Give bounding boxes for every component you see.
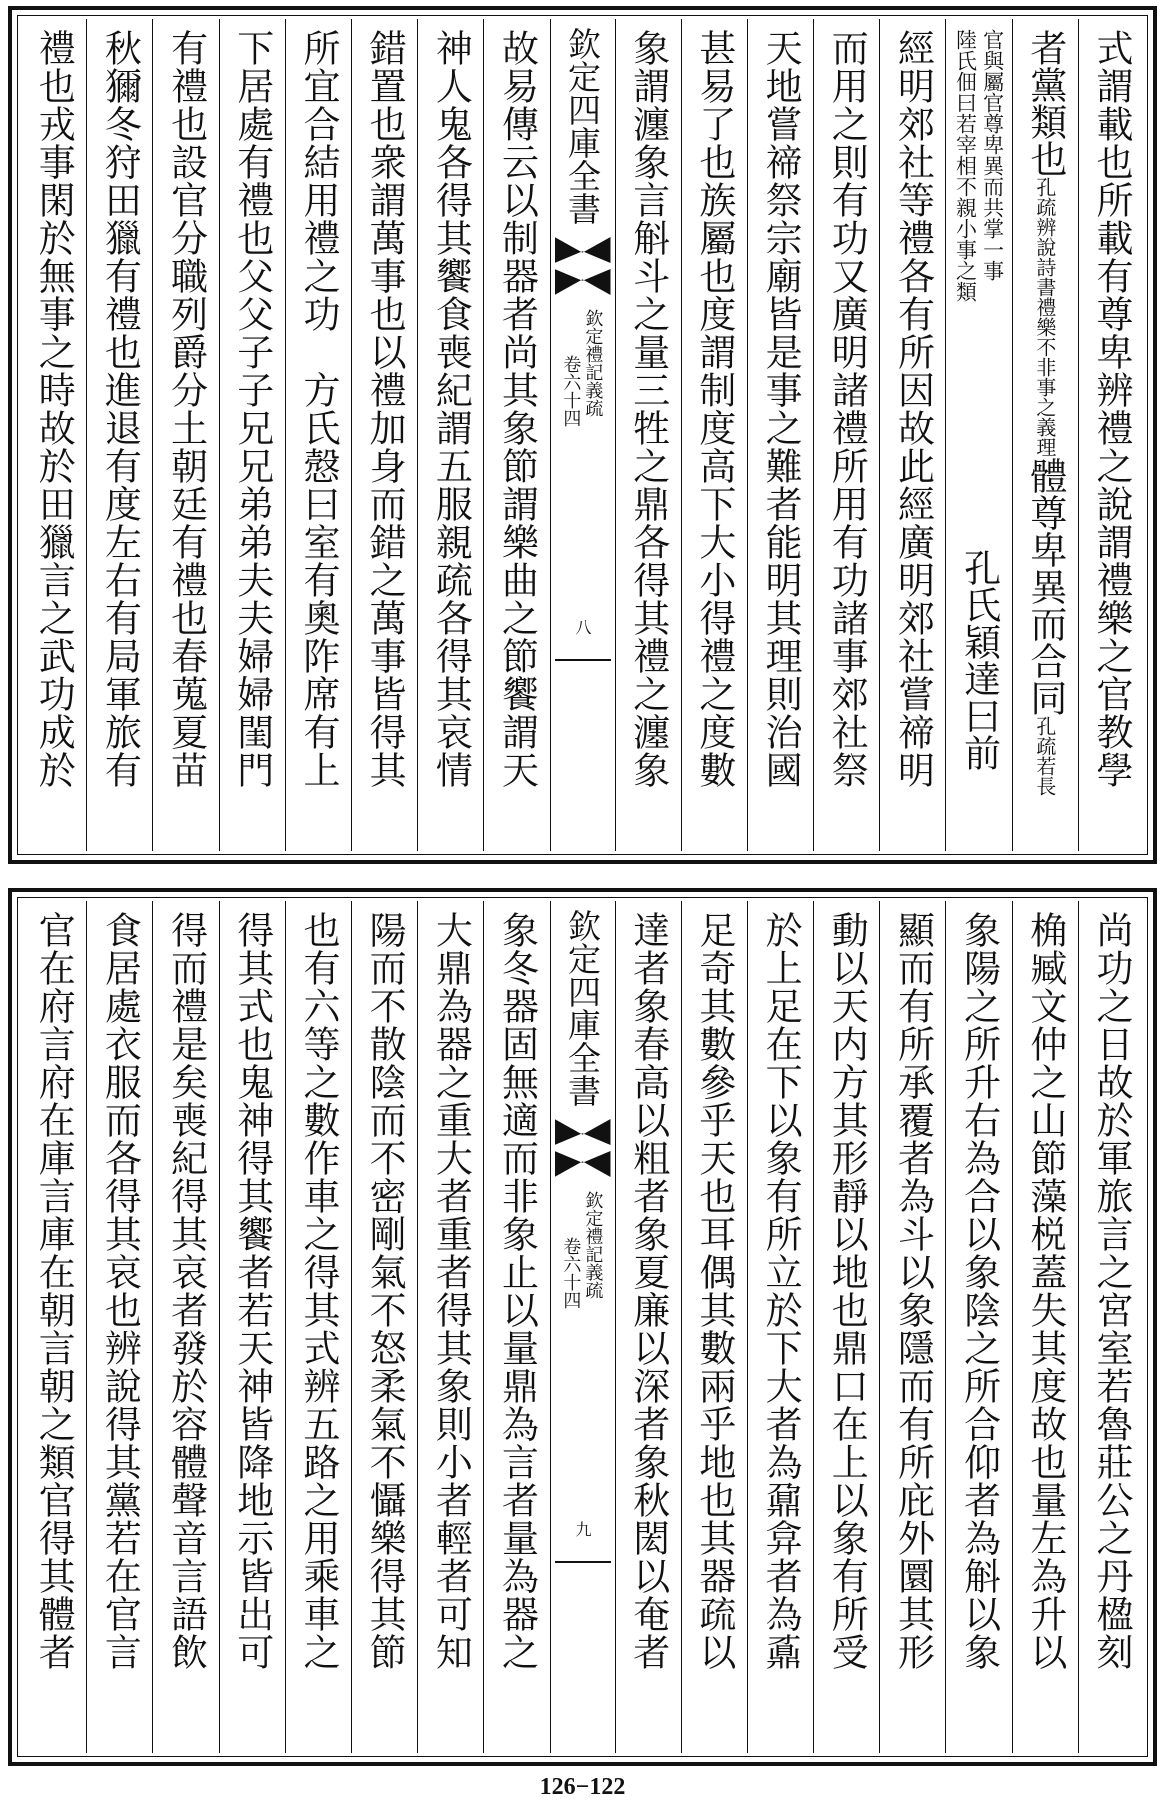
text-column-notes	[945, 19, 1011, 851]
column-text: 桷臧文仲之山節藻棁蓋失其度故也量左為升以	[1023, 911, 1067, 1671]
column-text: 式謂載也所載有尊卑辨禮之說謂禮樂之官教學	[1090, 29, 1134, 789]
column-grid-bottom	[21, 901, 1144, 1753]
column-text: 得而禮是矣喪紀得其哀者發於容體聲音言語飲	[164, 911, 208, 1671]
center-fold-bottom	[550, 901, 615, 1753]
column-text: 故易傳云以制器者尚其象節謂樂曲之節饗謂天	[495, 29, 539, 789]
page-number: 八	[573, 619, 592, 635]
column-text: 得其式也鬼神得其饗者若天神皆降地示皆出可	[230, 911, 274, 1671]
column-text: 而用之則有功又廣明諸禮所用有功諸事郊社祭	[825, 29, 869, 789]
text-column	[879, 901, 945, 1753]
column-text: 經明郊社等禮各有所因故此經廣明郊社嘗禘明	[891, 29, 935, 789]
column-text: 也有六等之數作車之得其式辨五路之用乘車之	[296, 911, 340, 1671]
book-title: 欽定禮記義疏	[582, 309, 604, 417]
text-column	[351, 19, 417, 851]
fish-tail-mark	[555, 269, 611, 295]
text-column	[1078, 901, 1144, 1753]
text-column	[483, 19, 549, 851]
fish-tail-mark	[555, 237, 611, 263]
text-column	[615, 19, 681, 851]
column-text: 錯置也衆謂萬事也以禮加身而錯之萬事皆得其	[363, 29, 407, 789]
text-column	[1078, 19, 1144, 851]
commentary-note: 陸氏佃曰若宰相不親小事之類	[953, 29, 978, 302]
text-column	[813, 901, 879, 1753]
column-text: 尚功之日故於軍旅言之宮室若魯莊公之丹楹刻	[1090, 911, 1134, 1671]
page-code: 126−122	[539, 1774, 626, 1800]
text-column	[219, 901, 285, 1753]
center-fold-top	[550, 19, 615, 851]
text-column	[152, 19, 218, 851]
text-column	[681, 19, 747, 851]
commentary-note: 孔疏辨說詩書禮	[1032, 177, 1057, 317]
page-panel-bottom	[8, 888, 1157, 1766]
text-column	[86, 19, 152, 851]
fold-line	[555, 1561, 611, 1563]
column-text: 官在府言府在庫言庫在朝言朝之類官得其體者	[32, 911, 76, 1671]
column-text: 體尊卑異而合同	[1023, 457, 1067, 716]
column-text: 象陽之所升右為合以象陰之所合仰者為斛以象	[957, 911, 1001, 1671]
text-column	[615, 901, 681, 1753]
text-column	[285, 19, 351, 851]
mixed-column	[1023, 29, 1067, 796]
column-text: 神人鬼各得其饗食喪紀謂五服親疏各得其哀情	[429, 29, 473, 789]
column-text: 象謂瀍象言斛斗之量三牲之鼎各得其禮之瀍象	[626, 29, 670, 789]
volume-label: 卷六十四	[560, 355, 582, 427]
commentary-note: 樂不非事之義理	[1032, 317, 1057, 457]
page-number: 九	[573, 1521, 592, 1537]
column-text: 者黨類也	[1023, 29, 1067, 177]
text-column	[86, 901, 152, 1753]
page-panel-top	[8, 6, 1157, 864]
text-column	[747, 19, 813, 851]
book-title: 欽定禮記義疏	[582, 1191, 604, 1299]
text-column	[1012, 901, 1078, 1753]
column-grid-top	[21, 19, 1144, 851]
text-column	[21, 19, 86, 851]
column-text: 下居處有禮也父父子子兄兄弟弟夫夫婦婦閨門	[230, 29, 274, 789]
text-column	[483, 901, 549, 1753]
column-text: 秋獮冬狩田獵有禮也進退有度左右有局軍旅有	[98, 29, 142, 789]
column-text: 象冬器固無適而非象止以量鼎為言者量為器之	[495, 911, 539, 1671]
text-column	[351, 901, 417, 1753]
column-text: 食居處衣服而各得其哀也辨說得其黨若在官言	[98, 911, 142, 1671]
text-column	[417, 901, 483, 1753]
column-text: 大鼎為器之重大者重者得其象則小者輕者可知	[429, 911, 473, 1671]
column-text: 達者象春高以粗者象夏廉以深者象秋閎以奄者	[626, 911, 670, 1671]
column-text: 有禮也設官分職列爵分土朝廷有禮也春蒐夏苗	[164, 29, 208, 789]
column-text: 動以天内方其形靜以地也鼎口在上以象有所受	[825, 911, 869, 1671]
column-text: 禮也戎事閑於無事之時故於田獵言之武功成於	[32, 29, 76, 789]
volume-label: 卷六十四	[560, 1237, 582, 1309]
fish-tail-mark	[555, 1151, 611, 1177]
text-column	[681, 901, 747, 1753]
text-column	[945, 901, 1011, 1753]
column-text: 於上足在下以象有所立於下大者為鼐弇者為鼒	[759, 911, 803, 1671]
column-text: 足奇其數參乎天也耳偶其數兩乎地也其器疏以	[692, 911, 736, 1671]
column-text: 陽而不散陰而不密剛氣不怒柔氣不懾樂得其節	[363, 911, 407, 1671]
commentary-note: 官與屬官尊卑異而共掌一事	[980, 29, 1005, 281]
fold-line	[555, 659, 611, 661]
column-text: 顯而有所承覆者為斗以象隱而有所庇外圜其形	[891, 911, 935, 1671]
collection-title: 欽定四庫全書	[563, 27, 602, 225]
text-column	[1012, 19, 1078, 851]
text-column	[879, 19, 945, 851]
column-text: 甚易了也族屬也度謂制度高下大小得禮之度數	[692, 29, 736, 789]
text-column	[813, 19, 879, 851]
text-column	[417, 19, 483, 851]
column-text: 天地嘗禘祭宗廟皆是事之難者能明其理則治國	[759, 29, 803, 789]
text-column	[747, 901, 813, 1753]
collection-title: 欽定四庫全書	[563, 909, 602, 1107]
text-column	[219, 19, 285, 851]
column-text: 孔氏穎達曰前	[957, 549, 1001, 771]
text-column	[21, 901, 86, 1753]
text-column	[152, 901, 218, 1753]
fish-tail-mark	[555, 1119, 611, 1145]
column-text: 所宜合結用禮之功 方氏慤曰室有奧阼席有上	[296, 29, 340, 789]
commentary-note: 孔疏若長	[1032, 716, 1057, 796]
text-column	[285, 901, 351, 1753]
